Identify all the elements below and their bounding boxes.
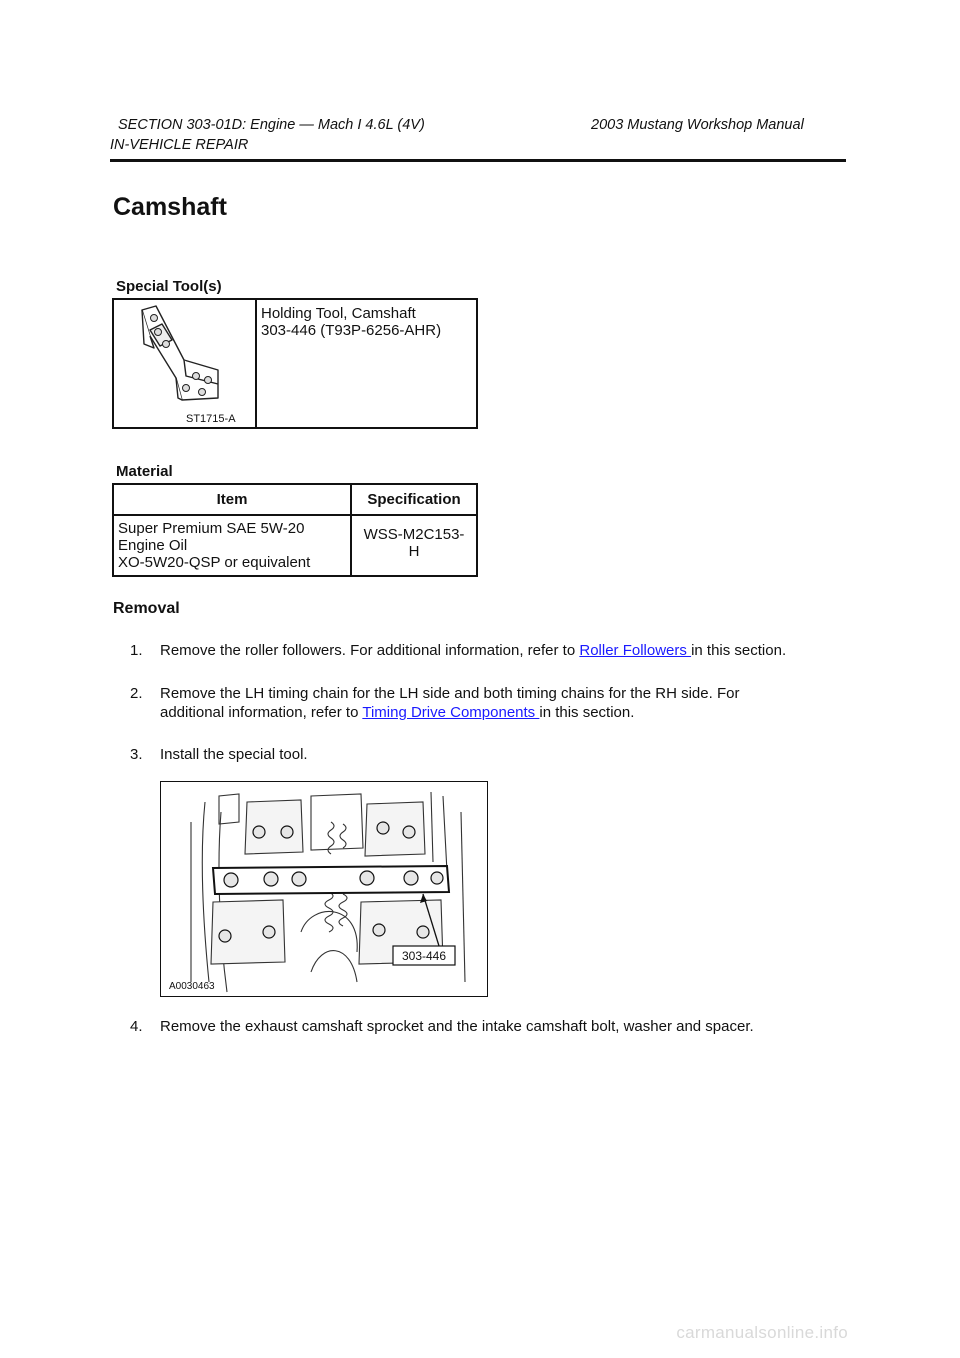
step-number: 1. [130,642,143,659]
roller-followers-link[interactable]: Roller Followers [579,642,692,659]
step-text: Remove the roller followers. For additional information, refer to [160,642,580,659]
material-header-spec: Specification [351,484,477,515]
material-caption: Material [116,463,173,480]
material-item-line: Engine Oil [118,537,188,554]
removal-step-1 [130,641,786,660]
material-row [113,515,477,576]
removal-step-2 [130,684,739,722]
tool-description-cell [256,299,477,428]
special-tools-table [112,298,478,429]
tool-image-label: ST1715-A [186,413,236,425]
material-spec-line: WSS-M2C153- [363,526,465,543]
material-spec-cell [351,515,477,576]
engine-illustration [161,782,487,996]
step-text: additional information, refer to [160,704,363,721]
tool-name: Holding Tool, Camshaft [261,305,416,322]
holding-tool-illustration [114,300,255,427]
figure-label: A0030463 [169,981,215,992]
tool-image-cell [113,299,256,428]
subsection-header: IN-VEHICLE REPAIR [110,137,249,153]
step-number: 3. [130,746,143,763]
watermark: carmanualsonline.info [676,1323,848,1342]
tool-callout-label: 303-446 [401,949,447,963]
material-item-line: XO-5W20-QSP or equivalent [118,554,311,571]
removal-step-4 [130,1017,754,1036]
step-text: Remove the LH timing chain for the LH side and both timing chains for the RH side. For [160,685,740,702]
step-text: Remove the exhaust camshaft sprocket and the intake camshaft bolt, washer and spacer. [160,1018,754,1035]
header-divider [110,159,846,162]
timing-drive-components-link[interactable]: Timing Drive Components [362,704,540,721]
material-item-line: Super Premium SAE 5W-20 [118,520,305,537]
removal-title: Removal [113,600,180,617]
step-text: Install the special tool. [160,746,308,763]
material-item-cell [113,515,351,576]
page-title: Camshaft [113,193,227,221]
special-tool-installed-figure [160,781,488,997]
manual-title: 2003 Mustang Workshop Manual [591,117,804,133]
step-text: in this section. [539,704,635,721]
material-table [112,483,478,577]
step-text: in this section. [691,642,787,659]
step-number: 2. [130,685,143,702]
material-header-item: Item [113,484,351,515]
step-number: 4. [130,1018,143,1035]
material-spec-line: H [408,543,420,560]
tool-number: 303-446 (T93P-6256-AHR) [261,322,442,339]
section-header: SECTION 303-01D: Engine — Mach I 4.6L (4V) [118,117,425,133]
removal-step-3 [130,745,308,764]
special-tools-caption: Special Tool(s) [116,278,222,295]
